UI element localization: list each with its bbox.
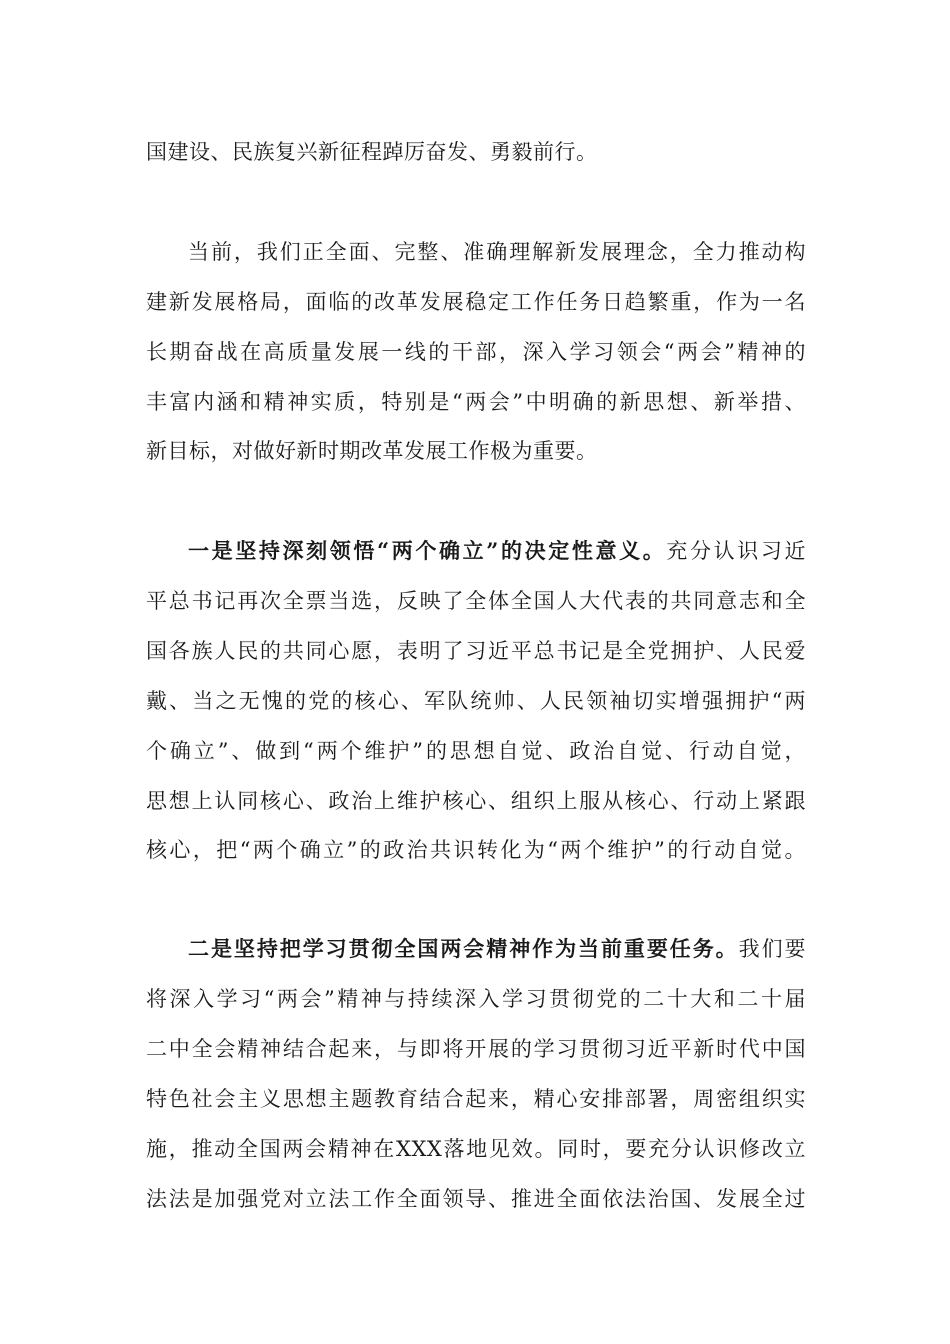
paragraph-4-line-5: 施，推动全国两会精神在XXX落地见效。同时，要充分认识修改立 [146,1137,806,1161]
paragraph-3-line-7: 核心，把“两个确立”的政治共识转化为“两个维护”的行动自觉。 [146,838,806,862]
paragraph-4-first-line-rest: 我们要 [738,937,807,961]
paragraph-1-line-1: 国建设、民族复兴新征程踔厉奋发、勇毅前行。 [146,140,598,164]
paragraph-3-line-1 [188,536,806,566]
paragraph-3-first-line-rest: 充分认识习近 [666,539,806,563]
paragraph-4-line-3: 二中全会精神结合起来，与即将开展的学习贯彻习近平新时代中国 [146,1037,806,1061]
paragraph-3-line-4: 戴、当之无愧的党的核心、军队统帅、人民领袖切实增强拥护“两 [146,689,806,713]
paragraph-4-line-6: 法法是加强党对立法工作全面领导、推进全面依法治国、发展全过 [146,1187,806,1211]
paragraph-2-line-5: 新目标，对做好新时期改革发展工作极为重要。 [146,439,598,463]
paragraph-2-line-4: 丰富内涵和精神实质，特别是“两会”中明确的新思想、新举措、 [146,390,806,414]
paragraph-2-line-2: 建新发展格局，面临的改革发展稳定工作任务日趋繁重，作为一名 [146,290,806,314]
paragraph-4-line-4: 特色社会主义思想主题教育结合起来，精心安排部署，周密组织实 [146,1087,806,1111]
paragraph-3-line-2: 平总书记再次全票当选，反映了全体全国人大代表的共同意志和全 [146,589,806,613]
paragraph-4-line-2: 将深入学习“两会”精神与持续深入学习贯彻党的二十大和二十届 [146,987,806,1011]
paragraph-3-line-5: 个确立”、做到“两个维护”的思想自觉、政治自觉、行动自觉， [146,739,806,763]
paragraph-2-line-3: 长期奋战在高质量发展一线的干部，深入学习领会“两会”精神的 [146,340,806,364]
paragraph-3-heading: 一是坚持深刻领悟“两个确立”的决定性意义。 [188,538,667,563]
paragraph-3-line-3: 国各族人民的共同心愿，表明了习近平总书记是全党拥护、人民爱 [146,639,806,663]
paragraph-4-line-1 [188,934,806,964]
paragraph-3-line-6: 思想上认同核心、政治上维护核心、组织上服从核心、行动上紧跟 [146,789,806,813]
paragraph-4-heading: 二是坚持把学习贯彻全国两会精神作为当前重要任务。 [188,936,739,961]
paragraph-2-line-1: 当前，我们正全面、完整、准确理解新发展理念，全力推动构 [188,240,806,264]
